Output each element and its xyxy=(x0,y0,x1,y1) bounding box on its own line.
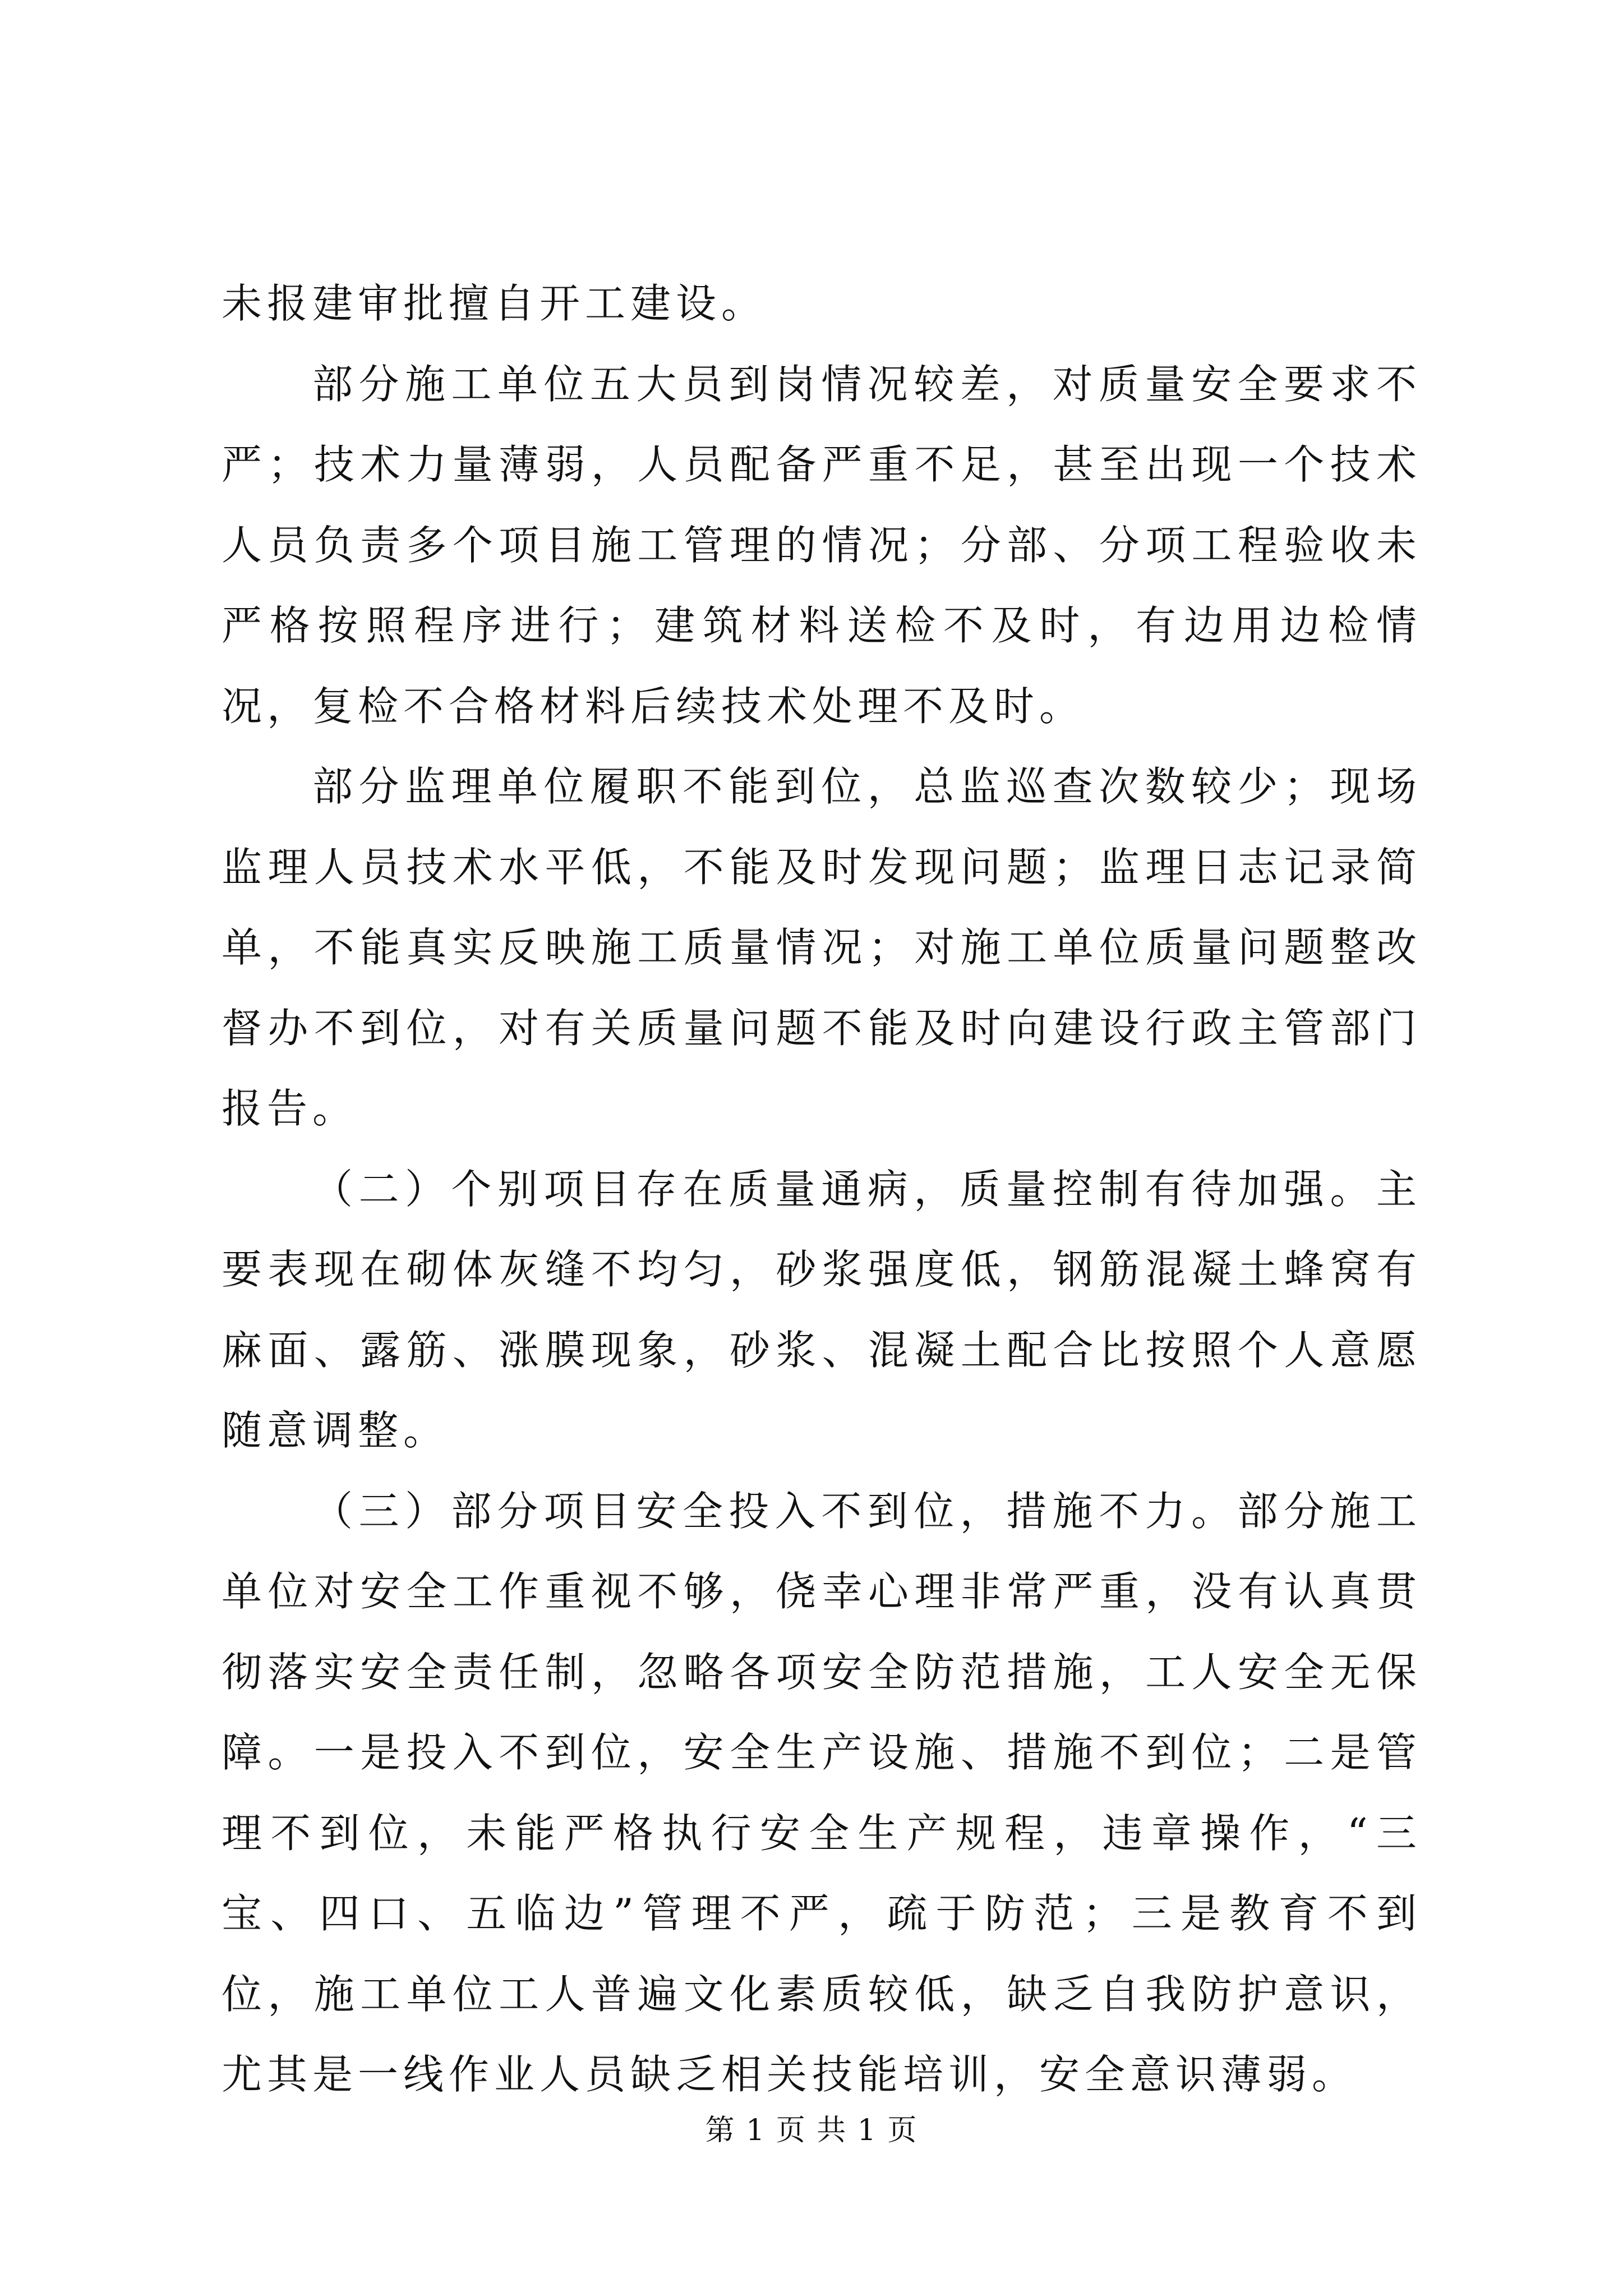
page-footer: 第 1 页 共 1 页 xyxy=(705,2114,918,2147)
paragraph-construction-units: 部分施工单位五大员到岗情况较差，对质量安全要求不严；技术力量薄弱，人员配备严重不足，甚至出现一个技术人员负责多个项目施工管理的情况；分部、分项工程验收未严格按照程序进行；建筑材料送检不及时，有边用边检情况，复检不合格材料后续技术处理不及时。 xyxy=(222,360,1422,730)
document-body xyxy=(222,264,1422,2115)
paragraph-supervision-units: 部分监理单位履职不能到位，总监巡查次数较少；现场监理人员技术水平低，不能及时发现问题；监理日志记录简单，不能真实反映施工质量情况；对施工单位质量问题整改督办不到位，对有关质量问题不能及时向建设行政主管部门报告。 xyxy=(222,763,1422,1132)
paragraph-safety-investment: （三）部分项目安全投入不到位，措施不力。部分施工单位对安全工作重视不够，侥幸心理非常严重，没有认真贯彻落实安全责任制，忽略各项安全防范措施，工人安全无保障。一是投入不到位，安全生产设施、措施不到位；二是管理不到位，未能严格执行安全生产规程，违章操作，“三宝、四口、五临边”管理不严，疏于防范；三是教育不到位，施工单位工人普遍文化素质较低，缺乏自我防护意识，尤其是一线作业人员缺乏相关技能培训，安全意识薄弱。 xyxy=(222,1487,1422,2098)
paragraph-quality-defects: （二）个别项目存在质量通病，质量控制有待加强。主要表现在砌体灰缝不均匀，砂浆强度低，钢筋混凝土蜂窝有麻面、露筋、涨膜现象，砂浆、混凝土配合比按照个人意愿随意调整。 xyxy=(222,1165,1422,1454)
paragraph-continuation: 未报建审批擅自开工建设。 xyxy=(222,280,767,327)
